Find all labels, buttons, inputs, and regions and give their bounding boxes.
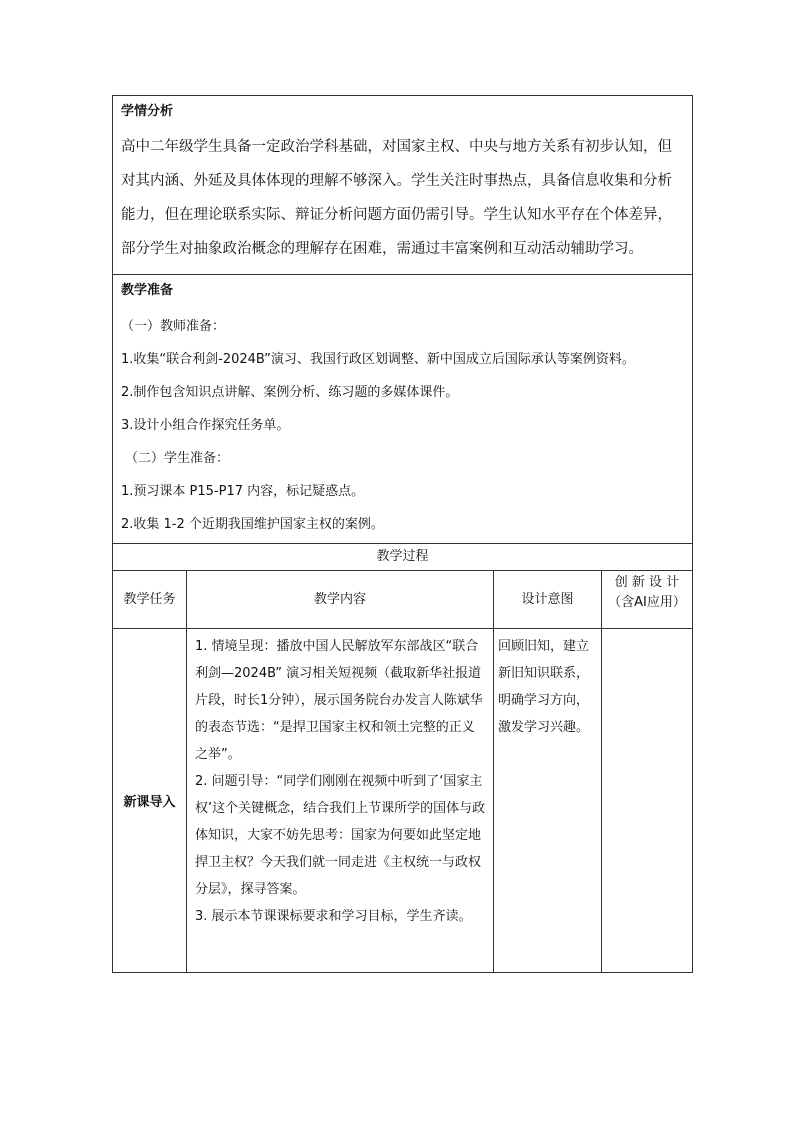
content-step: 3. 展示本节课课标要求和学习目标，学生齐读。: [195, 909, 472, 924]
process-title: 教学过程: [376, 549, 429, 564]
header-innovation-line1: 创 新 设 计: [614, 575, 680, 590]
analysis-body: 高中二年级学生具备一定政治学科基础，对国家主权、中央与地方关系有初步认知，但对其内涵、外延及具体体现的理解不够深入。学生关注时事热点，具备信息收集和分析能力，但在理论联系实际、辩证分析问题方面仍需引导。学生认知水平存在个体差异，部分学生对抽象政治概念的理解存在困难，需通过丰富案例和互动活动辅助学习。: [121, 139, 672, 257]
teacher-prep-title: （一）教师准备：: [121, 319, 226, 334]
student-prep-item: 1.预习课本 P15-P17 内容，标记疑惑点。: [121, 484, 365, 499]
preparation-title: 教学准备: [121, 283, 174, 298]
student-prep-title: （二）学生准备：: [125, 451, 230, 466]
header-innovation-line2: （含AI应用）: [608, 595, 686, 610]
lesson-plan-table: [112, 95, 693, 973]
process-row-content: [187, 629, 494, 973]
preparation-section: [113, 275, 693, 544]
lesson-plan-page: [112, 95, 692, 973]
header-intent: 设计意图: [494, 571, 602, 629]
process-title-row: [113, 544, 693, 571]
process-row-task: 新课导入: [113, 629, 187, 973]
process-header-row: [113, 571, 693, 629]
process-row-innovation: [602, 629, 693, 973]
header-content: 教学内容: [187, 571, 494, 629]
content-step: 1. 情境呈现：播放中国人民解放军东部战区“联合利剑—2024B” 演习相关短视频（截取新华社报道片段，时长1分钟），展示国务院台办发言人陈斌华的表态节选：“是捍卫国家主权和领土完整的正义之举”。: [195, 639, 483, 762]
analysis-title: 学情分析: [121, 104, 174, 119]
content-step: 2. 问题引导：“同学们刚刚在视频中听到了‘国家主权’这个关键概念，结合我们上节课所学的国体与政体知识，大家不妨先思考：国家为何要如此坚定地捍卫主权？今天我们就一同走进《主权统一与政权分层》，探寻答案。: [195, 774, 486, 897]
teacher-prep-item: 3.设计小组合作探究任务单。: [121, 418, 290, 433]
student-prep-item: 2.收集 1-2 个近期我国维护国家主权的案例。: [121, 517, 384, 532]
process-row: [113, 629, 693, 973]
teacher-prep-item: 2.制作包含知识点讲解、案例分析、练习题的多媒体课件。: [121, 385, 459, 400]
header-innovation: [602, 571, 693, 629]
process-row-intent: 回顾旧知，建立新旧知识联系，明确学习方向，激发学习兴趣。: [494, 629, 602, 973]
analysis-section: [113, 96, 693, 275]
teacher-prep-item: 1.收集“联合利剑-2024B”演习、我国行政区划调整、新中国成立后国际承认等案例资料。: [121, 352, 635, 367]
header-task: 教学任务: [113, 571, 187, 629]
